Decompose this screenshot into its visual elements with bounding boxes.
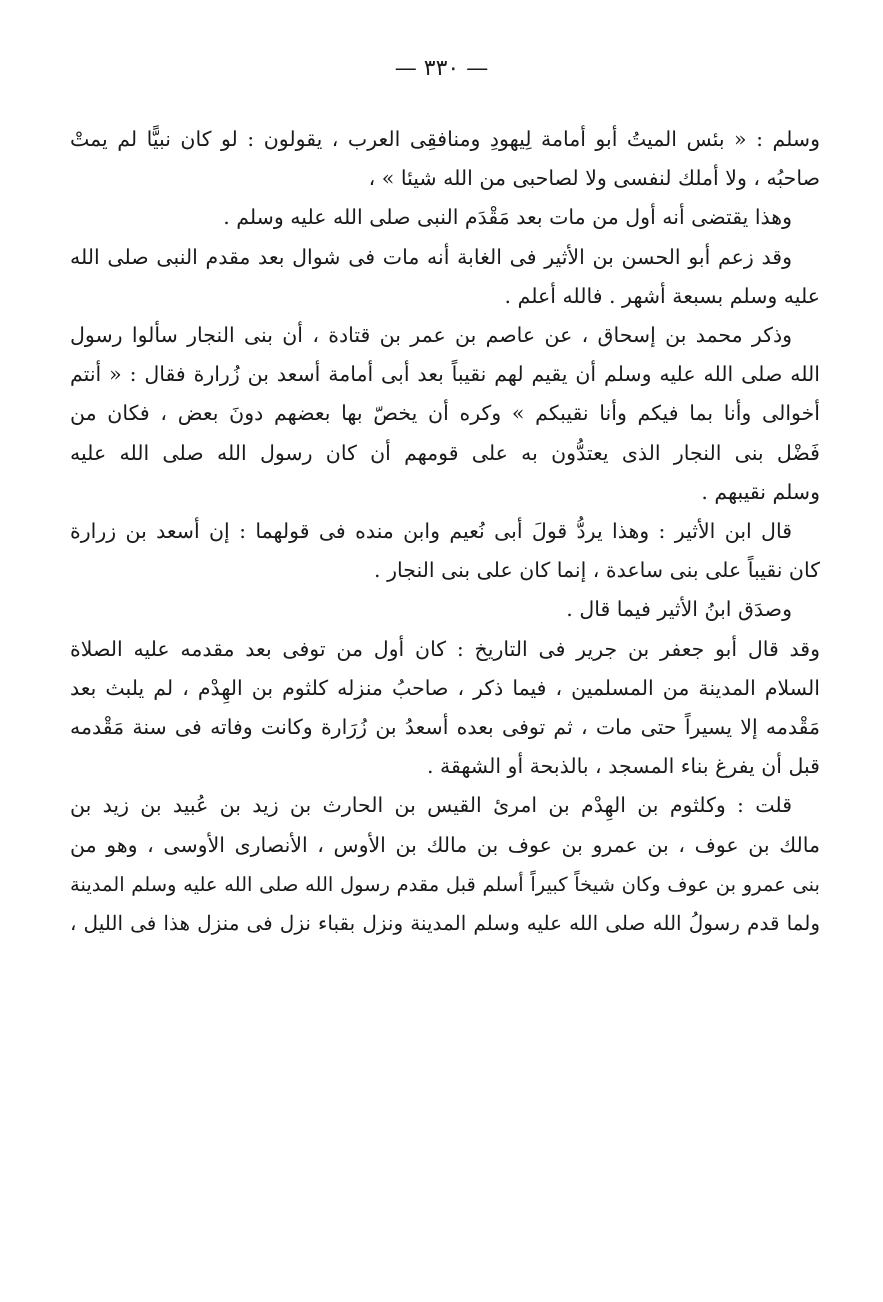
text-line: عليه وسلم بسبعة أشهر . فالله أعلم . (504, 283, 820, 308)
text-line: وهذا يقتضى أنه أول من مات بعد مَقْدَم النبى صلى الله عليه وسلم . (223, 205, 792, 230)
text-line: وقد زعم أبو الحسن بن الأثير فى الغابة أنه مات فى شوال بعد مقدم النبى صلى الله (70, 244, 792, 269)
text-line: ولما قدم رسولُ الله صلى الله عليه وسلم المدينة ونزل بقباء نزل فى منزل هذا فى الليل ، (70, 911, 820, 936)
text-line: صاحبُه ، ولا أملك لنفسى ولا لصاحبى من الله شيئا » ، (368, 166, 820, 191)
paragraph-5 (70, 512, 820, 590)
text-line: وسلم : « بئس الميتُ أبو أمامة لِيهودِ ومنافقِى العرب ، يقولون : لو كان نبيًّا لم يمتْ (70, 127, 820, 151)
text-line: قلت : وكلثوم بن الهِدْم بن امرئ القيس بن الحارث بن زيد بن عُبيد بن زيد بن (70, 793, 792, 818)
text-line: فَضْل بنى النجار الذى يعتدُّون به على قومهم أن كان رسول الله صلى الله عليه (70, 440, 820, 465)
paragraph-1 (70, 120, 820, 198)
paragraph-6 (70, 590, 820, 629)
text-line: أخوالى وأنا بما فيكم وأنا نقيبكم » وكره أن يخصّ بها بعضهم دونَ بعض ، فكان من (70, 401, 820, 426)
page-body-text (70, 120, 820, 943)
text-line: وسلم نقيبهم . (701, 479, 820, 504)
paragraph-7 (70, 630, 820, 787)
text-line: وصدَق ابنُ الأثير فيما قال . (566, 597, 792, 622)
text-line: قبل أن يفرغ بناء المسجد ، بالذبحة أو الشهقة . (426, 754, 820, 779)
text-line: مالك بن عوف ، بن عمرو بن عوف بن مالك بن الأوس ، الأنصارى الأوسى ، وهو من (70, 832, 820, 857)
paragraph-4 (70, 316, 820, 512)
text-line: قال ابن الأثير : وهذا يردُّ قولَ أبى نُعيم وابن منده فى قولهما : إن أسعد بن زرارة (70, 519, 792, 544)
text-line: مَقْدمه إلا يسيراً حتى مات ، ثم توفى بعده أسعدُ بن زُرَارة وكانت وفاته فى سنة مَقْدمه (70, 715, 820, 740)
text-line: وذكر محمد بن إسحاق ، عن عاصم بن عمر بن قتادة ، أن بنى النجار سألوا رسول (70, 323, 792, 348)
paragraph-3 (70, 238, 820, 316)
page-number-header: — ٣٣٠ — (394, 56, 489, 81)
paragraph-2 (70, 198, 820, 237)
text-line: وقد قال أبو جعفر بن جرير فى التاريخ : كان أول من توفى بعد مقدمه عليه الصلاة (70, 636, 820, 661)
text-line: كان نقيباً على بنى ساعدة ، إنما كان على بنى النجار . (374, 558, 820, 583)
text-line: السلام المدينة من المسلمين ، فيما ذكر ، صاحبُ منزله كلثوم بن الهِدْم ، لم يلبث بعد (70, 675, 820, 700)
text-line: الله صلى الله عليه وسلم أن يقيم لهم نقيباً بعد أبى أمامة أسعد بن زُرارة فقال : « أنتم (70, 362, 820, 387)
text-line: بنى عمرو بن عوف وكان شيخاً كبيراً أسلم قبل مقدم رسول الله صلى الله عليه وسلم المدينة (70, 872, 820, 896)
paragraph-8 (70, 786, 820, 943)
